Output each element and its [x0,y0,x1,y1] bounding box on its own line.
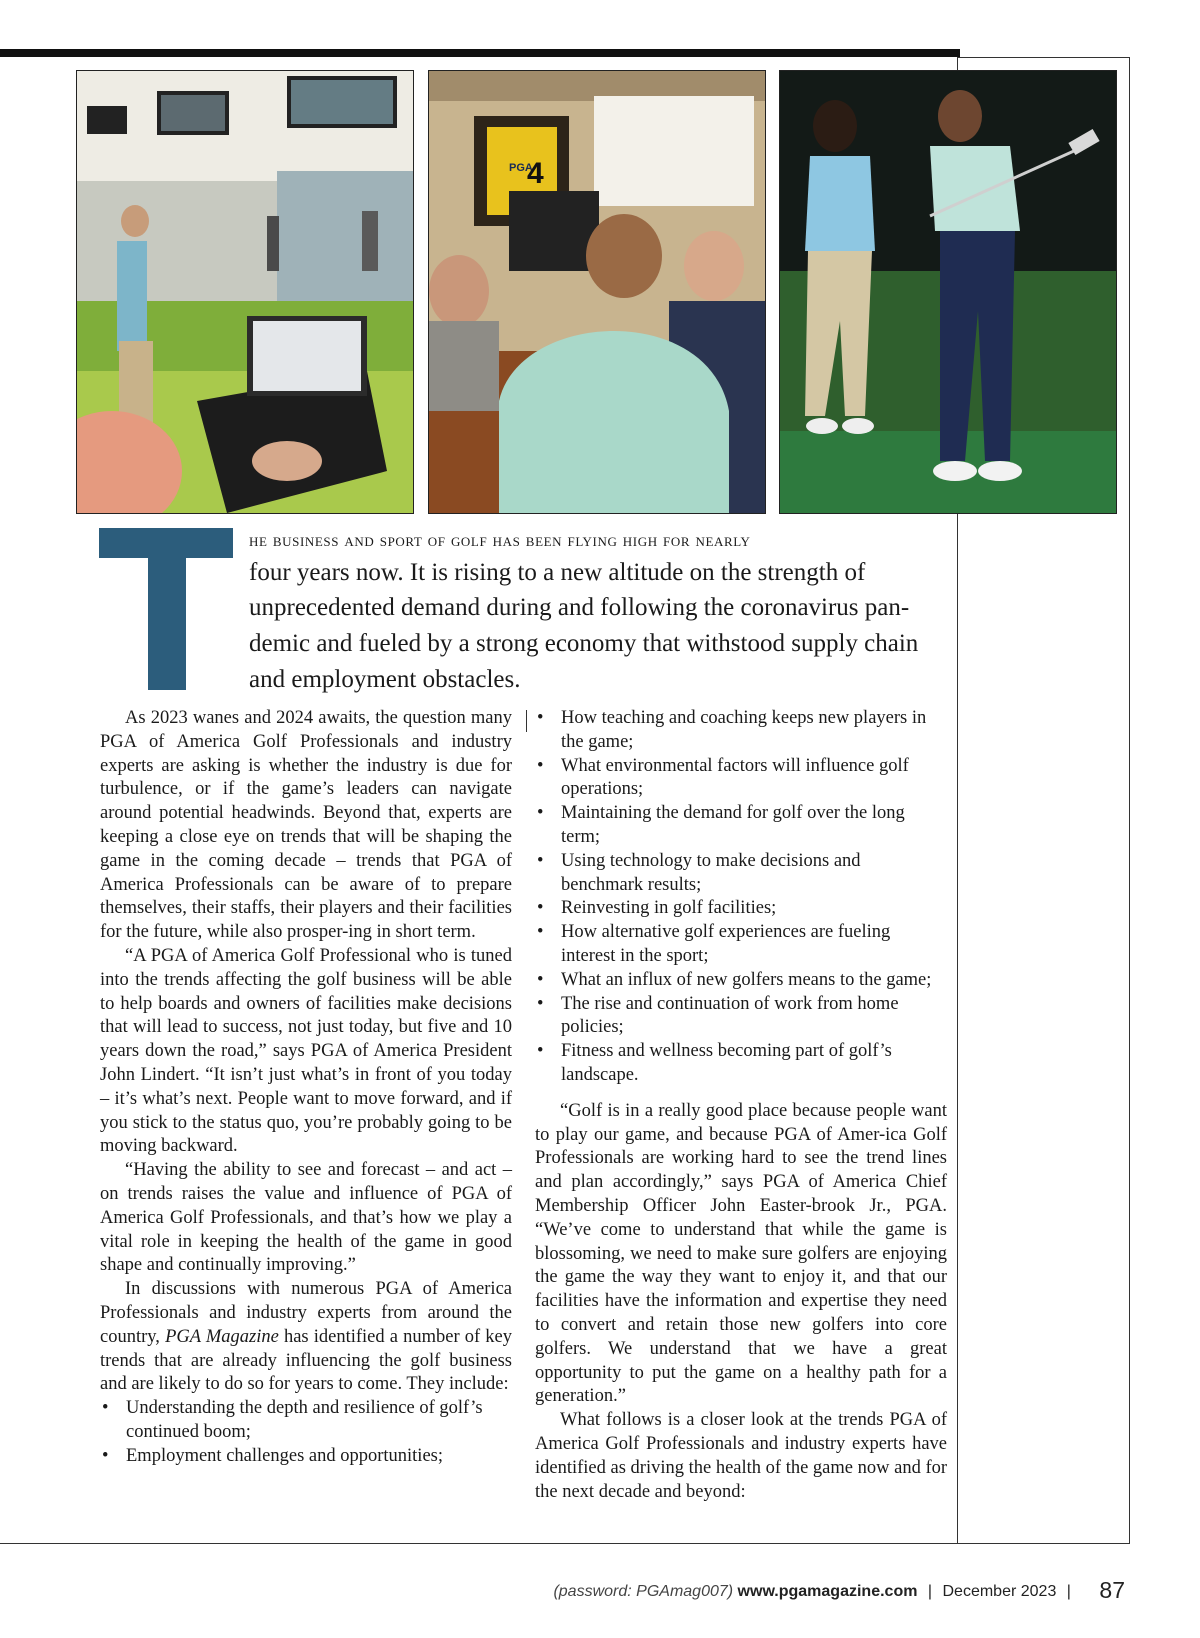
list-item: • The rise and continuation of work from home policies; [535,993,947,1041]
article-column-left [100,707,512,1469]
paragraph: “A PGA of America Golf Professional who is tuned into the trends affecting the golf business will be able to help boards and owners of facilities make decisions that will lead to success, not just today, but five and 10 years down the road,” says PGA of America President John Lindert. “It isn’t just what’s in front of you today – it’s what’s next. People want to move forward, and if you stick to the status quo, you’re probably going to be moving backward. [100,945,512,1157]
page-number: 87 [1099,1577,1125,1603]
list-item: • Maintaining the demand for golf over the long term; [535,802,947,850]
list-item: • Using technology to make decisions and benchmark results; [535,850,947,898]
footer-divider: | [927,1583,933,1600]
article-column-right [535,707,947,1504]
lead-line: four years now. It is rising to a new altitude on the strength of [249,559,866,586]
footer-divider: | [1066,1583,1071,1600]
list-item: • What environmental factors will influence golf operations; [535,755,947,803]
trend-list [535,707,947,1088]
sign-text: PGA [509,162,533,174]
footer-url[interactable]: www.pgamagazine.com [737,1583,918,1600]
paragraph: What follows is a closer look at the trends PGA of America Golf Professionals and industry experts have identified as driving the health of the game now and for the next decade and beyond: [535,1410,948,1502]
list-item: • What an influx of new golfers means to the game; [535,969,947,993]
lead-line: demic and fueled by a strong economy that withstood supply chain [249,630,919,657]
paragraph-text: has identified a number of key trends that are already influencing the golf business and are likely to do so for years to come. They include: [100,1326,513,1395]
paragraph [100,1278,512,1397]
footer-password: (password: PGAmag007) [553,1583,734,1600]
drop-cap [99,528,233,690]
list-item: • Reinvesting in golf facilities; [535,897,947,921]
footer-date: December 2023 [942,1583,1057,1600]
paragraph: As 2023 wanes and 2024 awaits, the question many PGA of America Golf Professionals and industry experts are asking is whether the industry is due for turbulence, or if the game’s leaders can navigate around potential headwinds. Beyond that, experts are keeping a close eye on trends that will be shaping the game in the coming decade – trends that PGA of America Professionals can be aware of to prepare themselves, their staffs, their players and their facilities for the future, while also prosper-ing in short term. [100,708,512,943]
top-rule [0,49,960,57]
magazine-title: PGA Magazine [165,1326,279,1347]
paragraph-text: In discussions with numerous PGA of America Professionals and industry experts from around the country, [100,1279,512,1347]
trend-list [100,1397,512,1468]
page-footer [553,1577,1125,1604]
paragraph: “Having the ability to see and forecast – and act – on trends raises the value and influence of PGA of America Golf Professionals, and that’s how we play a vital role in keeping the health of the game in good shape and continually improving.” [100,1160,512,1276]
list-item: • Understanding the depth and resilience of golf’s continued boom; [100,1397,512,1445]
list-item: • How teaching and coaching keeps new players in the game; [535,707,947,755]
sign-number: 4 [527,157,544,190]
photo-office-meeting [428,70,766,514]
column-separator [526,710,527,732]
frame-line [1129,57,1130,1543]
list-item: • Fitness and wellness becoming part of golf’s landscape. [535,1040,947,1088]
list-item: • How alternative golf experiences are fueling interest in the sport; [535,921,947,969]
list-item: • Employment challenges and opportunities; [100,1445,512,1469]
lead-line: and employment obstacles. [249,666,521,693]
bottom-rule [0,1543,1130,1544]
lead-first-line: he business and sport of golf has been flying high for nearly [249,530,751,551]
photo-golf-lesson [779,70,1117,514]
photo-golf-simulator [76,70,414,514]
frame-line [957,57,1130,58]
paragraph: “Golf is in a really good place because people want to play our game, and because PGA of Amer-ica Golf Professionals are working hard to see the trend lines and plan accordingly,” says PGA of America Chief Membership Officer John Easter-brook Jr., PGA. “We’ve come to understand that while the game is blossoming, we need to make sure golfers are enjoying the game the way they want to enjoy it, and that our facilities have the information and expertise they need to convert and retain those new golfers into core golfers. We understand that we have a great opportunity to put the game on a healthy path for a generation.” [535,1100,947,1407]
lead-line: unprecedented demand during and following the coronavirus pan- [249,594,910,621]
